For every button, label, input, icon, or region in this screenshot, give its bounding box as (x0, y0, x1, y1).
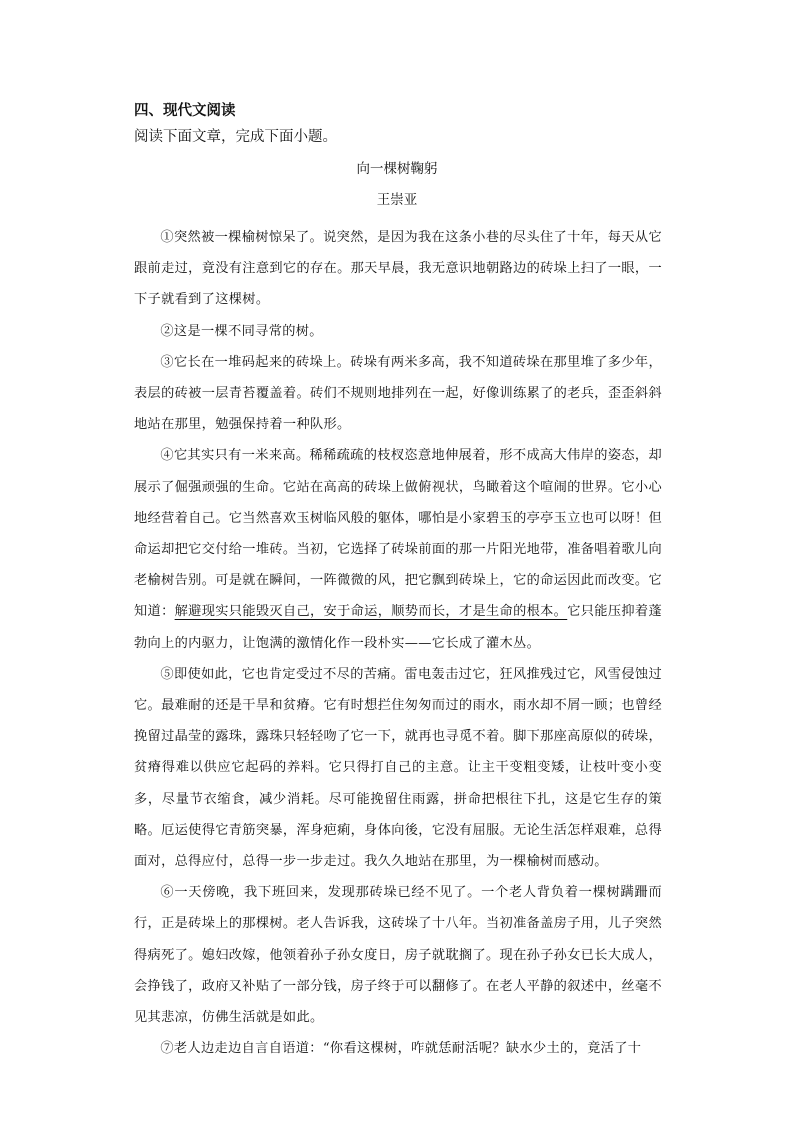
paragraph-1: ①突然被一棵榆树惊呆了。说突然，是因为我在这条小巷的尽头住了十年，每天从它跟前走过，竟没有注意到它的存在。那天早晨，我无意识地朝路边的砖垛上扫了一眼，一下子就看到了这棵树。 (134, 230, 662, 308)
paragraph-3: ③它长在一堆码起来的砖垛上。砖垛有两米多高，我不知道砖垛在那里堆了多少年，表层的砖被一层青苔覆盖着。砖们不规则地排列在一起，好像训练累了的老兵，歪歪斜斜地站在那里，勉强保持着一种队形。 (134, 354, 662, 433)
article-body (134, 222, 662, 1064)
underlined-sentence: 解避现实只能毁灭自己，安于命运，顺势而长，才是生命的根本。 (174, 604, 568, 620)
paragraph-2: ②这是一棵不同寻常的树。 (160, 323, 323, 339)
paragraph-4 (134, 440, 662, 658)
paragraph-5: ⑤即使如此，它也肯定受过不尽的苦痛。雷电轰击过它，狂风推残过它，风雪侵蚀过它。最难耐的还是干旱和贫瘠。它有时想拦住匆匆而过的雨水，雨水却不屑一顾；也曾经挽留过晶莹的露珠，露珠只轻轻吻了它一下，就再也寻觅不着。脚下那座高原似的砖垛，贫瘠得难以供应它起码的养料。它只得打自己的主意。让主干变粗变矮，让枝叶变小变多，尽量节衣缩食，减少消耗。尽可能挽留住雨露，拼命把根往下扎，这是它生存的策略。厄运使得它青筋突暴，浑身疤痢，身体向後，它没有屈服。无论生活怎样艰难，总得面对，总得应付，总得一步一步走过。我久久地站在那里，为一棵榆树而感动。 (134, 666, 662, 870)
article-author: 王崇亚 (376, 192, 418, 208)
reading-instruction: 阅读下面文章，完成下面小题。 (134, 129, 337, 145)
paragraph-4-text-after: 它只能压抑着蓬勃向上的内驱力，让饱满的激情化作一段朴实——它长成了灌木丛。 (134, 604, 662, 651)
paragraph-6: ⑥一天傍晚，我下班回来，发现那砖垛已经不见了。一个老人背负着一棵树蹒跚而行，正是砖垛上的那棵树。老人告诉我，这砖垛了十八年。当初准备盖房子用，儿子突然得病死了。媳妇改嫁，他领着孙子孙女度日，房子就耽搁了。现在孙子孙女已长大成人，会挣钱了，政府又补贴了一部分钱，房子终于可以翻修了。在老人平静的叙述中，丝毫不见其悲凉，仿佛生活就是如此。 (134, 885, 662, 1026)
section-heading: 四、现代文阅读 (134, 103, 236, 119)
paragraph-7: ⑦老人边走边自言自语道：“你看这棵树，咋就恁耐活呢？缺水少土的，竟活了十 (160, 1041, 642, 1057)
article-title: 向一棵树鞠躬 (356, 161, 438, 177)
paragraph-4-text-before: ④它其实只有一米来高。稀稀疏疏的枝杈恣意地伸展着，形不成高大伟岸的姿态，却展示了倔强顽强的生命。它站在高高的砖垛上做俯视状，鸟瞰着这个喧闹的世界。它小心地经营着自己。它当然喜欢玉树临风般的躯体，哪怕是小家碧玉的亭亭玉立也可以呀！但命运却把它交付给一堆砖。当初，它选择了砖垛前面的那一片阳光地带，准备唱着歌儿向老榆树告别。可是就在瞬间，一阵微微的风，把它飘到砖垛上，它的命运因此而改变。它知道： (134, 448, 662, 620)
